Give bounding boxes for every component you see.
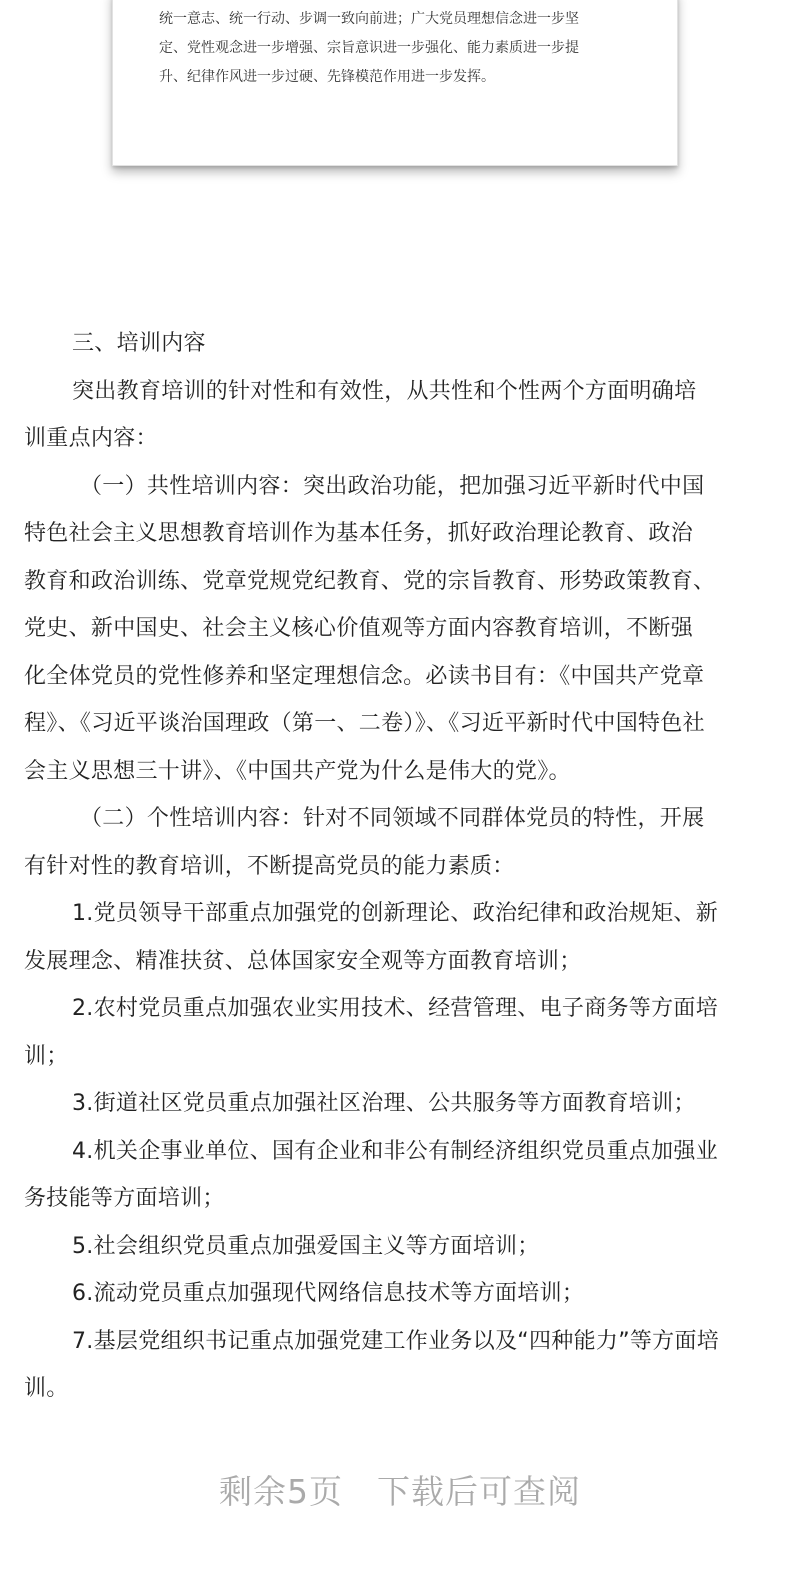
list-item-5: [24, 1223, 774, 1271]
paragraph-line: 2.农村党员重点加强农业实用技术、经营管理、电子商务等方面培: [72, 996, 718, 1021]
paragraph-line: 有针对性的教育培训，不断提高党员的能力素质：: [24, 853, 515, 879]
paragraph-line: 发展理念、精准扶贫、总体国家安全观等方面教育培训；: [24, 948, 582, 974]
paragraph-line: 突出教育培训的针对性和有效性，从共性和个性两个方面明确培: [72, 378, 697, 404]
paragraph-line: 3.街道社区党员重点加强社区治理、公共服务等方面教育培训；: [72, 1091, 696, 1116]
paragraph-line: 7.基层党组织书记重点加强党建工作业务以及“四种能力”等方面培: [72, 1328, 720, 1354]
paragraph-line: 党史、新中国史、社会主义核心价值观等方面内容教育培训，不断强: [24, 616, 694, 641]
intro-paragraph: [24, 368, 774, 463]
list-item-2: [24, 985, 774, 1080]
download-prompt[interactable]: [0, 1466, 800, 1513]
previous-page-preview: [112, 0, 678, 166]
paragraph-line: 1.党员领导干部重点加强党的创新理论、政治纪律和政治规矩、新: [72, 901, 718, 926]
paragraph-line: 6.流动党员重点加强现代网络信息技术等方面培训；: [72, 1281, 585, 1306]
list-item-7: [24, 1318, 774, 1413]
paragraph-line: 训；: [24, 1043, 69, 1069]
section-heading-text: 三、培训内容: [72, 331, 206, 356]
paragraph-line: 务技能等方面培训；: [24, 1186, 225, 1211]
paragraph-line: 训。: [24, 1376, 69, 1401]
list-item-3: [24, 1080, 774, 1128]
paragraph-line: 化全体党员的党性修养和坚定理想信念。必读书目有：《中国共产党章: [24, 663, 705, 689]
paragraph-line: 特色社会主义思想教育培训作为基本任务，抓好政治理论教育、政治: [24, 521, 694, 546]
list-item-1: [24, 890, 774, 985]
remaining-pages-text: 剩余5页: [219, 1472, 343, 1511]
paragraph-line: 会主义思想三十讲》、《中国共产党为什么是伟大的党》。: [24, 758, 571, 784]
section-heading: [24, 320, 774, 368]
preview-line: 定、党性观念进一步增强、宗旨意识进一步强化、能力素质进一步提: [159, 40, 579, 56]
download-to-view-text: 下载后可查阅: [377, 1472, 581, 1511]
common-training-paragraph: [24, 463, 774, 796]
paragraph-line: （二）个性培训内容：针对不同领域不同群体党员的特性，开展: [80, 806, 705, 831]
paragraph-line: 4.机关企事业单位、国有企业和非公有制经济组织党员重点加强业: [72, 1138, 718, 1164]
individual-training-paragraph: [24, 795, 774, 890]
paragraph-line: 5.社会组织党员重点加强爱国主义等方面培训；: [72, 1233, 540, 1259]
paragraph-line: 程》、《习近平谈治国理政（第一、二卷）》、《习近平新时代中国特色社: [24, 711, 705, 736]
document-body: [24, 320, 774, 1413]
preview-paragraph: [159, 5, 649, 92]
list-item-6: [24, 1270, 774, 1318]
list-item-4: [24, 1128, 774, 1223]
preview-line: 统一意志、统一行动、步调一致向前进；广大党员理想信念进一步坚: [159, 11, 579, 27]
paragraph-line: 教育和政治训练、党章党规党纪教育、党的宗旨教育、形势政策教育、: [24, 568, 716, 594]
preview-line: 升、纪律作风进一步过硬、先锋模范作用进一步发挥。: [159, 69, 495, 85]
paragraph-line: （一）共性培训内容：突出政治功能，把加强习近平新时代中国: [80, 473, 705, 499]
paragraph-line: 训重点内容：: [24, 426, 158, 451]
